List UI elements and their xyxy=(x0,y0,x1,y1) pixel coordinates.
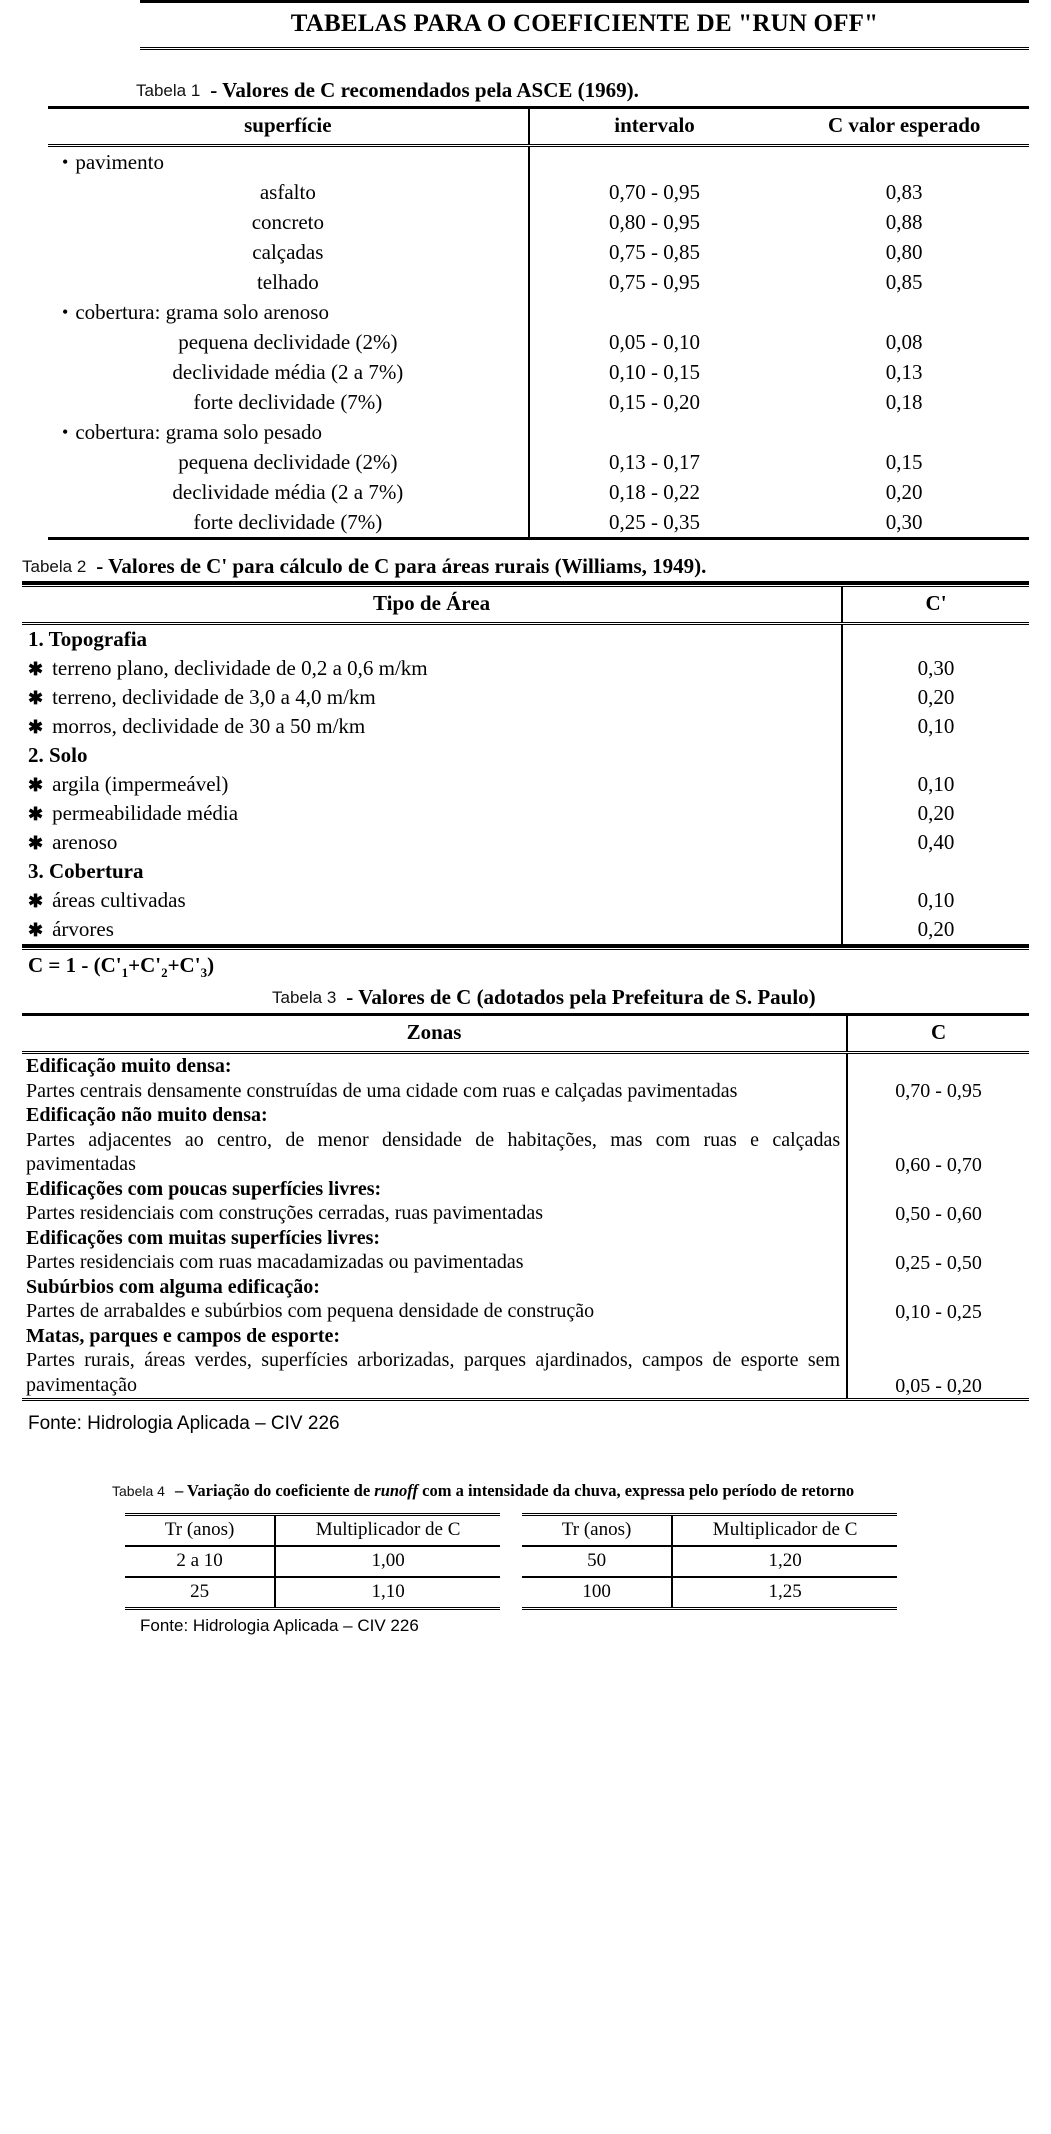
zona-description: Partes adjacentes ao centro, de menor densidade de habitações, mas com ruas e calçadas pavimentadas xyxy=(26,1128,841,1176)
table-row: • cobertura: grama solo pesado xyxy=(48,417,528,447)
table-row xyxy=(522,1546,897,1577)
table-1-interval-column xyxy=(528,147,780,537)
table-row xyxy=(22,1226,846,1275)
table-4-caption-text xyxy=(175,1481,854,1501)
table-row: 3. Cobertura xyxy=(28,859,144,883)
table-row xyxy=(125,1546,500,1577)
table-cell-c: 0,85 xyxy=(885,270,923,294)
table-1-tag: Tabela 1 xyxy=(136,81,201,100)
table-cell-c: 0,20 xyxy=(917,917,955,941)
table-row: pequena declividade (2%) xyxy=(178,450,398,474)
table-cell-c: 0,83 xyxy=(885,180,923,204)
table-3 xyxy=(22,1013,1029,1401)
table-cell-c xyxy=(848,1226,1029,1275)
table-cell-c xyxy=(848,1054,1029,1103)
table-4-caption-pre: – Variação do coeficiente de xyxy=(174,1481,375,1501)
table-cell-tr: 100 xyxy=(582,1581,611,1603)
table-row: forte declividade (7%) xyxy=(193,390,383,414)
table-2-tag: Tabela 2 xyxy=(22,557,87,576)
table-3-zonas-column xyxy=(22,1054,846,1398)
table-3-body xyxy=(22,1054,1029,1401)
table-4-caption xyxy=(112,1481,1051,1501)
table-2-header-row xyxy=(22,584,1029,625)
table-row xyxy=(22,1324,846,1398)
table-cell-c: 0,20 xyxy=(917,685,955,709)
table-4-tables xyxy=(125,1513,1051,1610)
zona-description: Partes centrais densamente construídas de uma cidade com ruas e calçadas pavimentadas xyxy=(26,1079,738,1102)
zona-description: Partes residenciais com ruas macadamizadas ou pavimentadas xyxy=(26,1251,524,1274)
table-3-section xyxy=(22,985,1029,1435)
table-3-col-header-zonas: Zonas xyxy=(406,1020,462,1045)
table-4-right xyxy=(522,1513,897,1610)
table-cell-interval: 0,70 - 0,95 xyxy=(609,180,701,204)
table-2-body xyxy=(22,625,1029,947)
table-row: ✱ arenoso xyxy=(22,828,841,857)
c-value: 0,70 - 0,95 xyxy=(895,1080,982,1103)
table-cell-interval: 0,05 - 0,10 xyxy=(609,330,701,354)
table-cell-c: 0,40 xyxy=(917,830,955,854)
table-cell-c xyxy=(848,1103,1029,1177)
table-2-col-header-c-linha: C' xyxy=(841,587,1029,622)
table-4-right-header-mult: Multiplicador de C xyxy=(672,1515,897,1547)
table-1-body xyxy=(48,147,1029,537)
table-cell-multiplicador: 1,20 xyxy=(672,1546,897,1577)
table-cell-c xyxy=(848,1177,1029,1226)
table-3-caption-text: - Valores de C (adotados pela Prefeitura de S. Paulo) xyxy=(346,985,816,1010)
table-cell-interval: 0,10 - 0,15 xyxy=(609,360,701,384)
table-1-caption xyxy=(136,78,1029,103)
table-3-col-header-c: C xyxy=(846,1016,1029,1051)
table-4-tag: Tabela 4 xyxy=(112,1483,165,1500)
table-2 xyxy=(22,581,1029,983)
table-cell-interval xyxy=(530,147,780,177)
table-2-labels-column xyxy=(22,625,841,944)
table-row: ✱ árvores xyxy=(22,915,841,944)
table-4-caption-post: com a intensidade da chuva, expressa pelo período de retorno xyxy=(418,1481,855,1501)
table-4-caption-italic: runoff xyxy=(374,1481,418,1501)
table-row: calçadas xyxy=(252,240,324,264)
table-cell-multiplicador: 1,25 xyxy=(672,1577,897,1609)
table-cell-c: 0,08 xyxy=(885,330,923,354)
zona-group-label: Subúrbios com alguma edificação: xyxy=(26,1275,320,1298)
table-1-col-header-intervalo: intervalo xyxy=(528,109,780,144)
table-cell-interval: 0,18 - 0,22 xyxy=(609,480,701,504)
table-row: 2. Solo xyxy=(28,743,88,767)
c-value: 0,25 - 0,50 xyxy=(895,1252,982,1275)
table-1-col-header-c-esperado: C valor esperado xyxy=(827,113,981,137)
table-row: ✱ argila (impermeável) xyxy=(22,770,841,799)
table-cell-tr: 50 xyxy=(587,1550,607,1572)
table-2-section xyxy=(22,554,1029,983)
table-1-header-row xyxy=(48,109,1029,147)
zona-group-label: Edificação não muito densa: xyxy=(26,1104,268,1127)
table-3-caption xyxy=(272,985,1029,1010)
table-2-c-column xyxy=(841,625,1029,944)
table-cell-c: 0,20 xyxy=(885,480,923,504)
table-row: ✱ morros, declividade de 30 a 50 m/km xyxy=(22,712,841,741)
table-cell-c: 0,80 xyxy=(885,240,923,264)
table-cell-multiplicador: 1,10 xyxy=(275,1577,500,1609)
zona-group-label: Edificações com muitas superfícies livres: xyxy=(26,1226,381,1249)
table-row: ✱ terreno plano, declividade de 0,2 a 0,6 m/km xyxy=(22,654,841,683)
table-2-col-header-tipo-area: Tipo de Área xyxy=(373,591,491,615)
table-cell-interval xyxy=(530,417,780,447)
table-cell-c xyxy=(843,625,1029,654)
table-cell-c: 0,20 xyxy=(917,801,955,825)
table-cell-c: 0,30 xyxy=(885,510,923,534)
table-cell-interval: 0,80 - 0,95 xyxy=(609,210,701,234)
table-1-col-header-superficie: superfície xyxy=(244,113,332,137)
table-row: pequena declividade (2%) xyxy=(178,330,398,354)
table-cell-tr: 25 xyxy=(190,1581,210,1603)
c-value: 0,10 - 0,25 xyxy=(895,1301,982,1324)
table-cell-interval: 0,13 - 0,17 xyxy=(609,450,701,474)
table-cell-c: 0,13 xyxy=(885,360,923,384)
table-cell-c xyxy=(843,741,1029,770)
table-cell-c xyxy=(848,1275,1029,1324)
zona-group-label: Matas, parques e campos de esporte: xyxy=(26,1324,341,1347)
table-1-section xyxy=(48,78,1029,540)
table-cell-c: 0,15 xyxy=(885,450,923,474)
table-row xyxy=(22,1177,846,1226)
table-row: asfalto xyxy=(259,180,316,204)
table-cell-c: 0,18 xyxy=(885,390,923,414)
table-4-section xyxy=(0,1481,1051,1636)
table-row: 1. Topografia xyxy=(28,627,148,651)
zona-description: Partes residenciais com construções cerradas, ruas pavimentadas xyxy=(26,1202,544,1225)
table-cell-interval: 0,75 - 0,95 xyxy=(609,270,701,294)
table-row: telhado xyxy=(256,270,319,294)
table-row: • pavimento xyxy=(48,147,528,177)
table-row xyxy=(522,1515,897,1547)
table-row: • cobertura: grama solo arenoso xyxy=(48,297,528,327)
table-cell-c xyxy=(779,297,1029,327)
table-row: concreto xyxy=(251,210,324,234)
table-cell-interval: 0,25 - 0,35 xyxy=(609,510,701,534)
table-row xyxy=(125,1515,500,1547)
table-cell-tr: 2 a 10 xyxy=(176,1550,223,1572)
table-cell-c xyxy=(779,417,1029,447)
table-cell-c: 0,10 xyxy=(917,888,955,912)
c-value: 0,50 - 0,60 xyxy=(895,1203,982,1226)
table-cell-c xyxy=(779,147,1029,177)
table-3-tag: Tabela 3 xyxy=(272,988,337,1008)
table-row: forte declividade (7%) xyxy=(193,510,383,534)
page-title: TABELAS PARA O COEFICIENTE DE "RUN OFF" xyxy=(290,10,879,37)
table-row xyxy=(125,1577,500,1609)
source-note-2: Fonte: Hidrologia Aplicada – CIV 226 xyxy=(140,1616,419,1636)
table-row xyxy=(22,1103,846,1177)
zona-group-label: Edificações com poucas superfícies livres: xyxy=(26,1177,382,1200)
table-3-header-row xyxy=(22,1016,1029,1054)
table-2-caption-text: - Valores de C' para cálculo de C para áreas rurais (Williams, 1949). xyxy=(96,554,707,578)
source-note-1: Fonte: Hidrologia Aplicada – CIV 226 xyxy=(28,1413,340,1435)
table-cell-interval: 0,15 - 0,20 xyxy=(609,390,701,414)
table-1-c-column xyxy=(779,147,1029,537)
table-4-left-header-mult: Multiplicador de C xyxy=(275,1515,500,1547)
c-value: 0,60 - 0,70 xyxy=(895,1154,982,1177)
zona-description: Partes rurais, áreas verdes, superfícies arborizadas, parques ajardinados, campos de esporte sem pavimentação xyxy=(26,1349,841,1396)
table-cell-c: 0,10 xyxy=(917,772,955,796)
table-cell-c: 0,10 xyxy=(917,714,955,738)
table-2-caption xyxy=(22,554,1029,579)
table-1-labels-column xyxy=(48,147,528,537)
table-row: ✱ terreno, declividade de 3,0 a 4,0 m/km xyxy=(22,683,841,712)
table-4-left xyxy=(125,1513,500,1610)
zona-description: Partes de arrabaldes e subúrbios com pequena densidade de construção xyxy=(26,1300,595,1323)
table-2-formula: $C = 1 - (C'_1+C'_2+C'_3)$ xyxy=(22,947,1029,983)
table-row xyxy=(522,1577,897,1609)
table-cell-multiplicador: 1,00 xyxy=(275,1546,500,1577)
table-row: declividade média (2 a 7%) xyxy=(172,480,404,504)
table-row xyxy=(22,1054,846,1103)
table-cell-interval: 0,75 - 0,85 xyxy=(609,240,701,264)
table-4-right-header-tr: Tr (anos) xyxy=(561,1519,632,1541)
table-cell-c: 0,30 xyxy=(917,656,955,680)
table-3-c-column xyxy=(846,1054,1029,1398)
table-cell-c: 0,88 xyxy=(885,210,923,234)
table-cell-c xyxy=(843,857,1029,886)
table-1 xyxy=(48,106,1029,540)
table-row: declividade média (2 a 7%) xyxy=(172,360,404,384)
table-cell-c xyxy=(848,1324,1029,1398)
table-row xyxy=(22,1275,846,1324)
c-value: 0,05 - 0,20 xyxy=(895,1375,982,1398)
table-cell-interval xyxy=(530,297,780,327)
table-row: ✱ áreas cultivadas xyxy=(22,886,841,915)
document-title-block xyxy=(140,0,1029,50)
table-row: ✱ permeabilidade média xyxy=(22,799,841,828)
table-4-left-header-tr: Tr (anos) xyxy=(164,1519,235,1541)
table-1-caption-text: - Valores de C recomendados pela ASCE (1969). xyxy=(210,78,639,102)
zona-group-label: Edificação muito densa: xyxy=(26,1055,232,1078)
